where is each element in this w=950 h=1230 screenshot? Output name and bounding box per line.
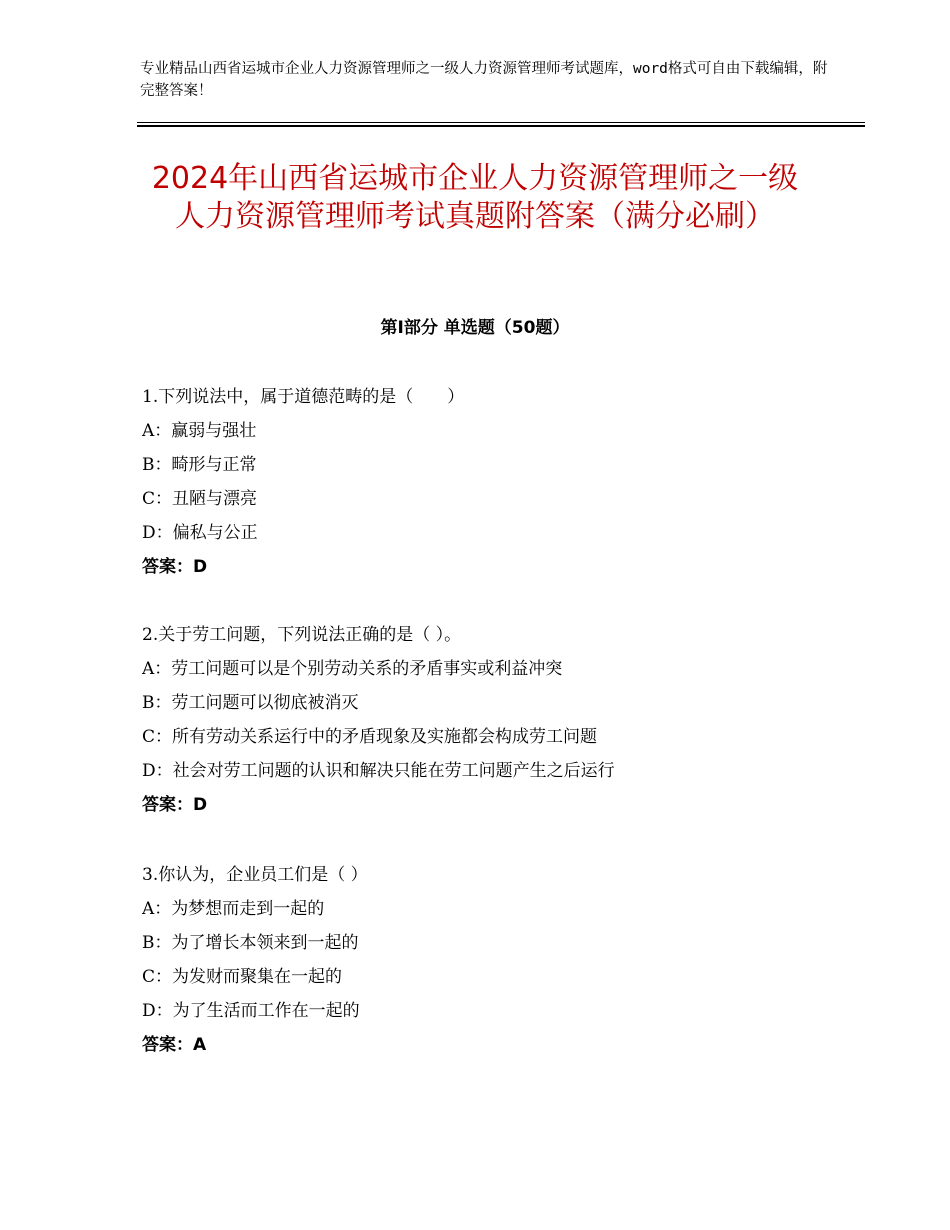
question-stem: 2.关于劳工问题，下列说法正确的是（ ）。 bbox=[142, 625, 462, 645]
answer: 答案：A bbox=[142, 1035, 207, 1055]
section-title: 第Ⅰ部分 单选题（50题） bbox=[380, 318, 570, 338]
option-b: B：为了增长本领来到一起的 bbox=[142, 933, 359, 953]
option-b: B：畸形与正常 bbox=[142, 455, 257, 475]
question-stem: 1.下列说法中，属于道德范畴的是（ ） bbox=[142, 387, 465, 407]
option-a: A：赢弱与强壮 bbox=[142, 421, 257, 441]
header-rule-thick bbox=[137, 125, 865, 127]
option-c: C：所有劳动关系运行中的矛盾现象及实施都会构成劳工问题 bbox=[142, 727, 598, 747]
option-c: C：丑陋与漂亮 bbox=[142, 489, 258, 509]
option-d: D：偏私与公正 bbox=[142, 523, 258, 543]
question-stem: 3.你认为，企业员工们是（ ） bbox=[142, 865, 368, 885]
question-1 bbox=[142, 380, 862, 584]
question-2 bbox=[142, 618, 862, 822]
header-note: 专业精品山西省运城市企业人力资源管理师之一级人力资源管理师考试题库，word格式可自由下载编辑，附完整答案！ bbox=[140, 61, 828, 99]
option-a: A：劳工问题可以是个别劳动关系的矛盾事实或利益冲突 bbox=[142, 659, 563, 679]
option-c: C：为发财而聚集在一起的 bbox=[142, 967, 343, 987]
answer: 答案：D bbox=[142, 557, 208, 577]
option-d: D：为了生活而工作在一起的 bbox=[142, 1001, 360, 1021]
option-a: A：为梦想而走到一起的 bbox=[142, 899, 325, 919]
option-b: B：劳工问题可以彻底被消灭 bbox=[142, 693, 359, 713]
question-3 bbox=[142, 858, 862, 1062]
document-title: 2024年山西省运城市企业人力资源管理师之一级人力资源管理师考试真题附答案（满分必刷） bbox=[151, 161, 799, 234]
answer: 答案：D bbox=[142, 795, 208, 815]
option-d: D：社会对劳工问题的认识和解决只能在劳工问题产生之后运行 bbox=[142, 761, 615, 781]
header-rule-thin bbox=[137, 122, 865, 123]
